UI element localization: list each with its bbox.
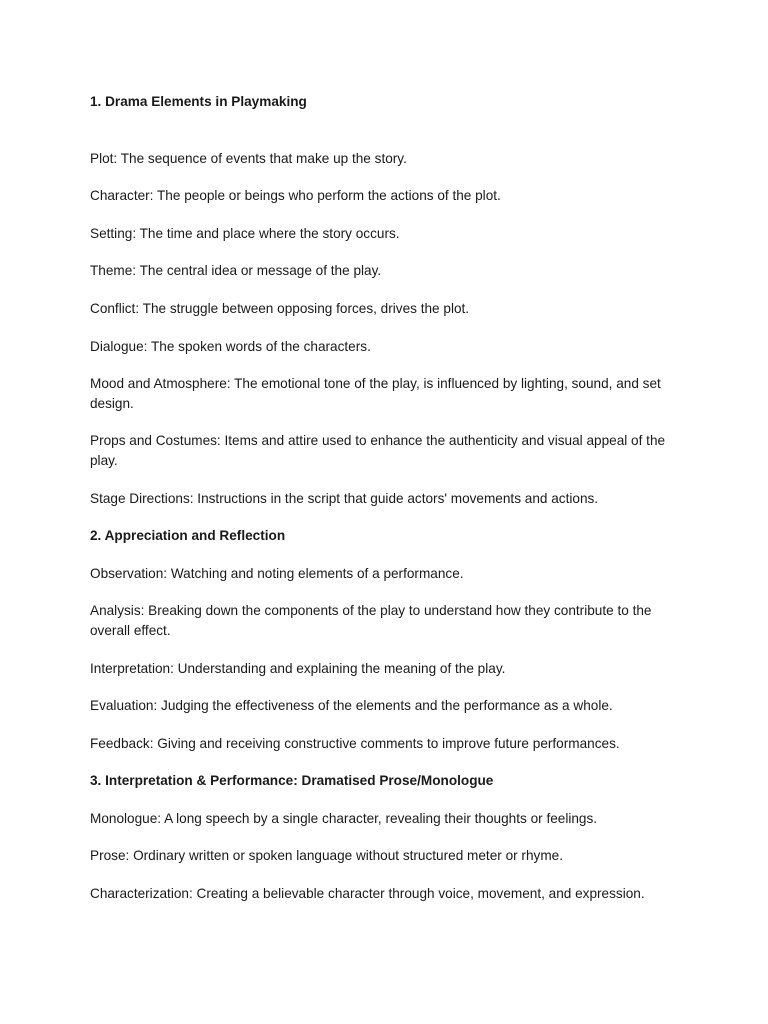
definition-item: Theme: The central idea or message of the play. bbox=[90, 263, 382, 279]
definition-item: Mood and Atmosphere: The emotional tone of the play, is influenced by lighting, sound, and set design. bbox=[90, 376, 661, 411]
definition-item: Interpretation: Understanding and explaining the meaning of the play. bbox=[90, 660, 506, 676]
definition-item: Dialogue: The spoken words of the characters. bbox=[90, 338, 371, 354]
definition-item: Setting: The time and place where the story occurs. bbox=[90, 225, 400, 241]
definition-item: Monologue: A long speech by a single character, revealing their thoughts or feelings. bbox=[90, 810, 598, 826]
section-heading: 1. Drama Elements in Playmaking bbox=[90, 94, 307, 109]
section-heading: 3. Interpretation & Performance: Dramatised Prose/Monologue bbox=[90, 773, 494, 789]
definition-item: Feedback: Giving and receiving constructive comments to improve future performances. bbox=[90, 735, 620, 751]
definition-item: Analysis: Breaking down the components of the play to understand how they contribute to the overall effect. bbox=[90, 603, 652, 638]
definition-item: Characterization: Creating a believable character through voice, movement, and expression. bbox=[90, 886, 645, 902]
definition-item: Character: The people or beings who perform the actions of the plot. bbox=[90, 188, 501, 204]
definition-item: Conflict: The struggle between opposing forces, drives the plot. bbox=[90, 300, 470, 316]
definition-item: Observation: Watching and noting elements of a performance. bbox=[90, 565, 464, 581]
section-heading: 2. Appreciation and Reflection bbox=[90, 528, 286, 544]
definition-item: Evaluation: Judging the effectiveness of the elements and the performance as a whole. bbox=[90, 698, 613, 714]
document-body bbox=[90, 92, 690, 904]
definition-item: Props and Costumes: Items and attire used to enhance the authenticity and visual appeal of the play. bbox=[90, 433, 666, 468]
definition-item: Plot: The sequence of events that make up the story. bbox=[90, 150, 407, 166]
definition-item: Stage Directions: Instructions in the script that guide actors' movements and actions. bbox=[90, 490, 599, 506]
definition-item: Prose: Ordinary written or spoken language without structured meter or rhyme. bbox=[90, 848, 563, 864]
